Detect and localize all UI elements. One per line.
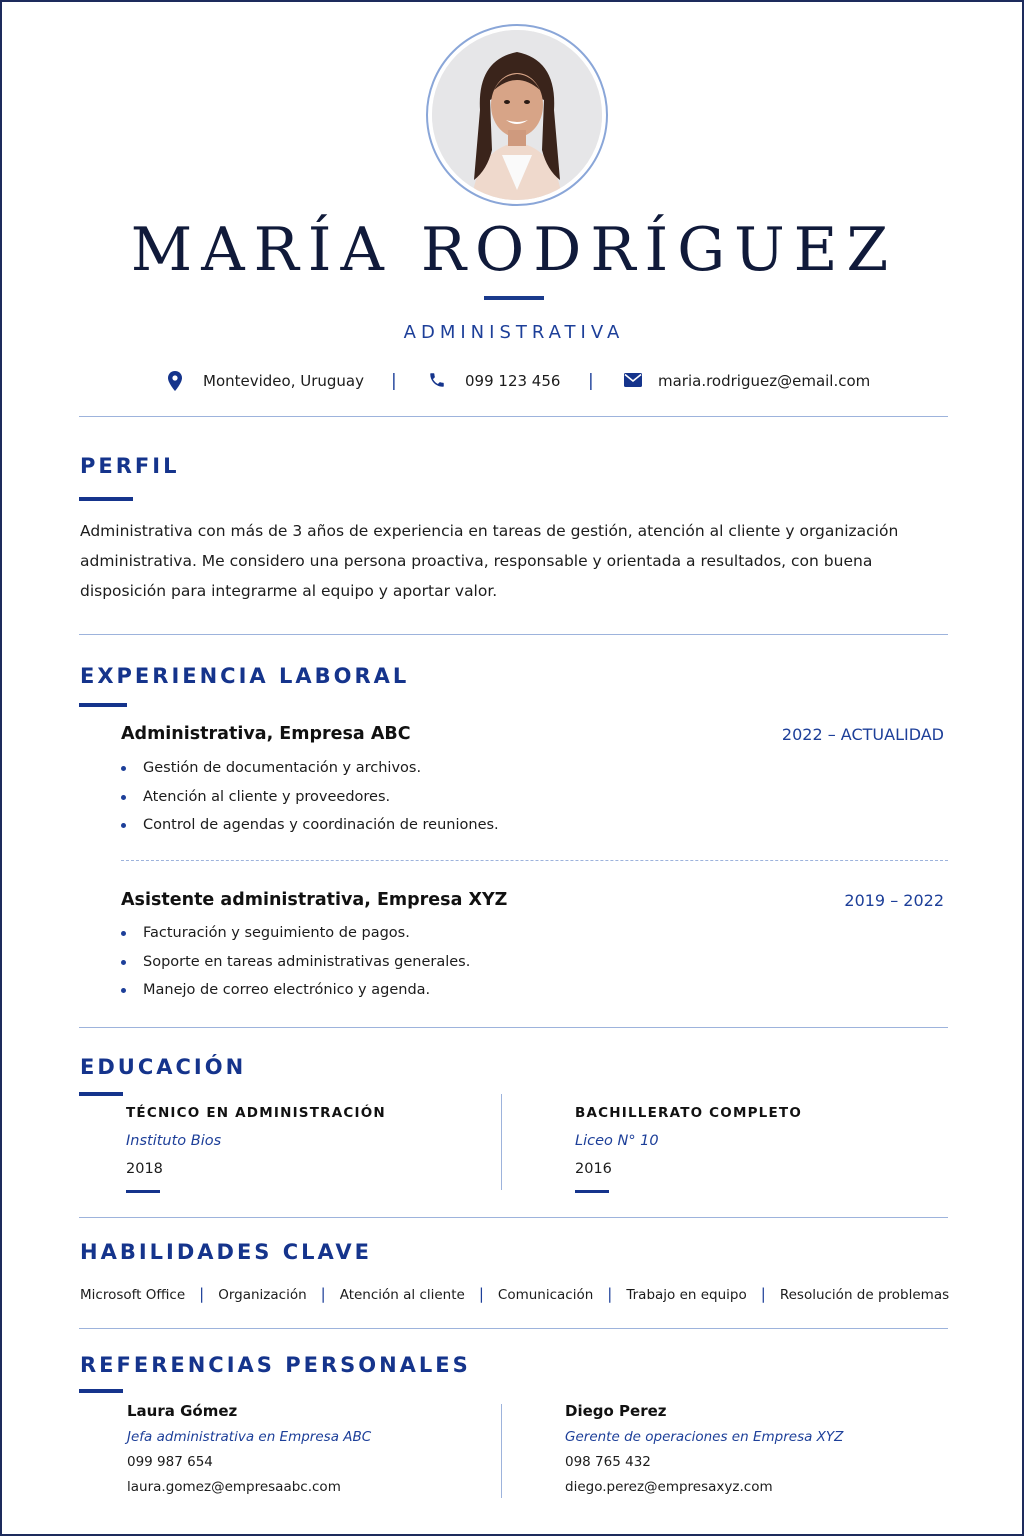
education-title: BACHILLERATO COMPLETO — [575, 1105, 802, 1121]
job-bullets — [121, 919, 470, 1005]
section-title-education: EDUCACIÓN — [80, 1055, 247, 1079]
skill-item: Organización — [218, 1287, 307, 1303]
contact-phone: 099 123 456 — [465, 372, 561, 390]
section-title-references: REFERENCIAS PERSONALES — [80, 1353, 471, 1377]
job-bullet-item: Manejo de correo electrónico y agenda. — [121, 976, 470, 1005]
name-underline — [484, 296, 544, 300]
section-underline — [79, 1389, 123, 1393]
section-underline — [79, 1092, 123, 1096]
section-divider — [79, 634, 948, 635]
profile-photo — [432, 30, 602, 200]
section-divider — [79, 1328, 948, 1329]
skill-separator: | — [478, 1285, 484, 1303]
job-bullet-item: Soporte en tareas administrativas generales. — [121, 948, 470, 977]
section-title-experience: EXPERIENCIA LABORAL — [80, 664, 410, 688]
reference-name: Diego Perez — [565, 1402, 667, 1420]
education-underline — [575, 1190, 609, 1193]
reference-email[interactable]: diego.perez@empresaxyz.com — [565, 1479, 773, 1495]
job-bullet-item: Atención al cliente y proveedores. — [121, 783, 499, 812]
envelope-icon — [624, 373, 642, 387]
skill-separator: | — [607, 1285, 613, 1303]
reference-role: Gerente de operaciones en Empresa XYZ — [565, 1429, 844, 1445]
education-underline — [126, 1190, 160, 1193]
education-year: 2016 — [575, 1161, 612, 1177]
section-underline — [79, 497, 133, 501]
skill-separator: | — [199, 1285, 205, 1303]
education-title: TÉCNICO EN ADMINISTRACIÓN — [126, 1105, 386, 1121]
reference-email[interactable]: laura.gomez@empresaabc.com — [127, 1479, 341, 1495]
reference-item — [565, 1400, 945, 1500]
contact-location: Montevideo, Uruguay — [203, 372, 364, 390]
education-year: 2018 — [126, 1161, 163, 1177]
contact-bar — [2, 368, 1024, 394]
reference-phone: 099 987 654 — [127, 1454, 213, 1470]
skill-item: Resolución de problemas — [779, 1287, 950, 1303]
section-divider — [79, 1027, 948, 1028]
skill-separator: | — [320, 1285, 326, 1303]
education-item — [575, 1102, 935, 1193]
contact-email[interactable]: maria.rodriguez@email.com — [658, 372, 871, 390]
section-underline — [79, 703, 127, 707]
portrait-illustration — [432, 30, 602, 200]
reference-name: Laura Gómez — [127, 1402, 238, 1420]
candidate-name: MARÍA RODRÍGUEZ — [130, 215, 898, 285]
reference-role: Jefa administrativa en Empresa ABC — [127, 1429, 372, 1445]
skills-list — [80, 1284, 960, 1305]
column-divider — [501, 1094, 502, 1190]
job-bullets — [121, 754, 499, 840]
section-title-skills: HABILIDADES CLAVE — [80, 1240, 372, 1264]
section-divider — [79, 1217, 948, 1218]
job-dates: 2022 – ACTUALIDAD — [781, 725, 944, 744]
job-bullet-item: Gestión de documentación y archivos. — [121, 754, 499, 783]
education-institution: Instituto Bios — [126, 1133, 222, 1149]
skill-item: Comunicación — [497, 1287, 594, 1303]
map-pin-icon — [168, 371, 182, 391]
reference-item — [127, 1400, 507, 1500]
skill-item: Microsoft Office — [80, 1287, 186, 1303]
candidate-role: ADMINISTRATIVA — [403, 322, 625, 343]
contact-separator: | — [391, 371, 397, 391]
reference-phone: 098 765 432 — [565, 1454, 651, 1470]
contact-separator: | — [588, 371, 594, 391]
phone-icon — [428, 371, 446, 389]
skill-item: Atención al cliente — [339, 1287, 465, 1303]
skill-separator: | — [760, 1285, 766, 1303]
job-divider — [121, 860, 948, 861]
skill-item: Trabajo en equipo — [626, 1287, 747, 1303]
education-institution: Liceo N° 10 — [575, 1133, 659, 1149]
section-title-profile: PERFIL — [80, 454, 180, 478]
education-item — [126, 1102, 486, 1193]
column-divider — [501, 1404, 502, 1498]
profile-text: Administrativa con más de 3 años de experiencia en tareas de gestión, atención al cliente y organización administrativa. Me considero una persona proactiva, responsable y orientada a resultados, con buena disposición para integrarme al equipo y aportar valor. — [80, 522, 899, 600]
job-title: Administrativa, Empresa ABC — [121, 724, 411, 744]
profile-photo-frame — [426, 24, 608, 206]
section-divider — [79, 416, 948, 417]
job-dates: 2019 – 2022 — [844, 891, 944, 910]
job-bullet-item: Control de agendas y coordinación de reuniones. — [121, 811, 499, 840]
job-bullet-item: Facturación y seguimiento de pagos. — [121, 919, 470, 948]
job-title: Asistente administrativa, Empresa XYZ — [121, 890, 508, 910]
